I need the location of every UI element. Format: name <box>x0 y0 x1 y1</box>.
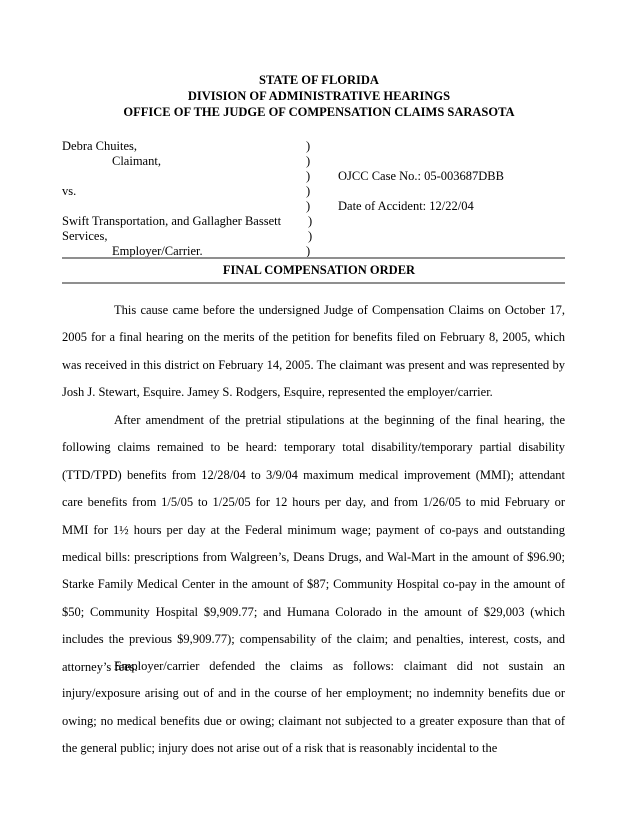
caption-paren: ) <box>306 169 311 183</box>
caption-date-of-accident: Date of Accident: 12/22/04 <box>338 199 474 213</box>
order-title: FINAL COMPENSATION ORDER <box>222 263 416 277</box>
caption-paren: ) <box>306 139 311 153</box>
caption-paren: ) <box>308 229 313 243</box>
caption-claimant-name: Debra Chuites, <box>62 139 137 153</box>
caption-paren: ) <box>308 214 313 228</box>
header-office: OFFICE OF THE JUDGE OF COMPENSATION CLAIMS SARASOTA <box>123 105 515 119</box>
caption-paren: ) <box>306 184 311 198</box>
body-paragraph-1: This cause came before the undersigned Judge of Compensation Claims on October 17, 2005 for a final hearing on the merits of the petition for benefits filed on February 8, 2005, which was received in this district on February 14, 2005. The claimant was present and was represented by Josh J. Stewart, Esquire. Jamey S. Rodgers, Esquire, represented the employer/carrier. <box>62 303 565 400</box>
body-paragraph-2: After amendment of the pretrial stipulations at the beginning of the final hearing, the following claims remained to be heard: temporary total disability/temporary partial disability (TTD/TPD) benefits from 12/28/04 to 3/9/04 maximum medical improvement (MMI); attendant care benefits from 1/5/05 to 1/25/05 for 12 hours per day, and from 1/26/05 to mid February or MMI for 1½ hours per day at the Federal minimum wage; payment of co-pays and outstanding medical bills: prescriptions from Walgreen’s, Deans Drugs, and Wal-Mart in the amount of $96.90; Starke Family Medical Center in the amount of $87; Community Hospital co-pay in the amount of $50; Community Hospital $9,909.77; and Humana Colorado in the amount of $29,003 (which includes the previous $9,909.77); compensability of the claim; and penalties, interest, costs, and attorney’s fees. <box>62 413 565 674</box>
caption-paren: ) <box>306 199 311 213</box>
header-division: DIVISION OF ADMINISTRATIVE HEARINGS <box>187 89 451 103</box>
header-state: STATE OF FLORIDA <box>259 73 379 87</box>
body-paragraph-3: Employer/carrier defended the claims as follows: claimant did not sustain an injury/exposure arising out of and in the course of her employment; no indemnity benefits due or owing; no medical benefits due or owing; claimant not subjected to a greater exposure than that of the general public; injury does not arise out of a risk that is reasonably incidental to the <box>62 659 565 756</box>
caption-case-number: OJCC Case No.: 05-003687DBB <box>338 169 504 183</box>
caption-employer-role: Employer/Carrier. <box>112 244 203 258</box>
title-rule-bottom <box>62 282 565 284</box>
caption-claimant-role: Claimant, <box>112 154 161 168</box>
caption-versus: vs. <box>62 184 77 198</box>
caption-employer-line2: Services, <box>62 229 108 243</box>
caption-paren: ) <box>306 154 311 168</box>
caption-employer-line1: Swift Transportation, and Gallagher Bassett <box>62 214 282 228</box>
caption-paren: ) <box>306 244 311 258</box>
title-rule-top <box>62 257 565 259</box>
